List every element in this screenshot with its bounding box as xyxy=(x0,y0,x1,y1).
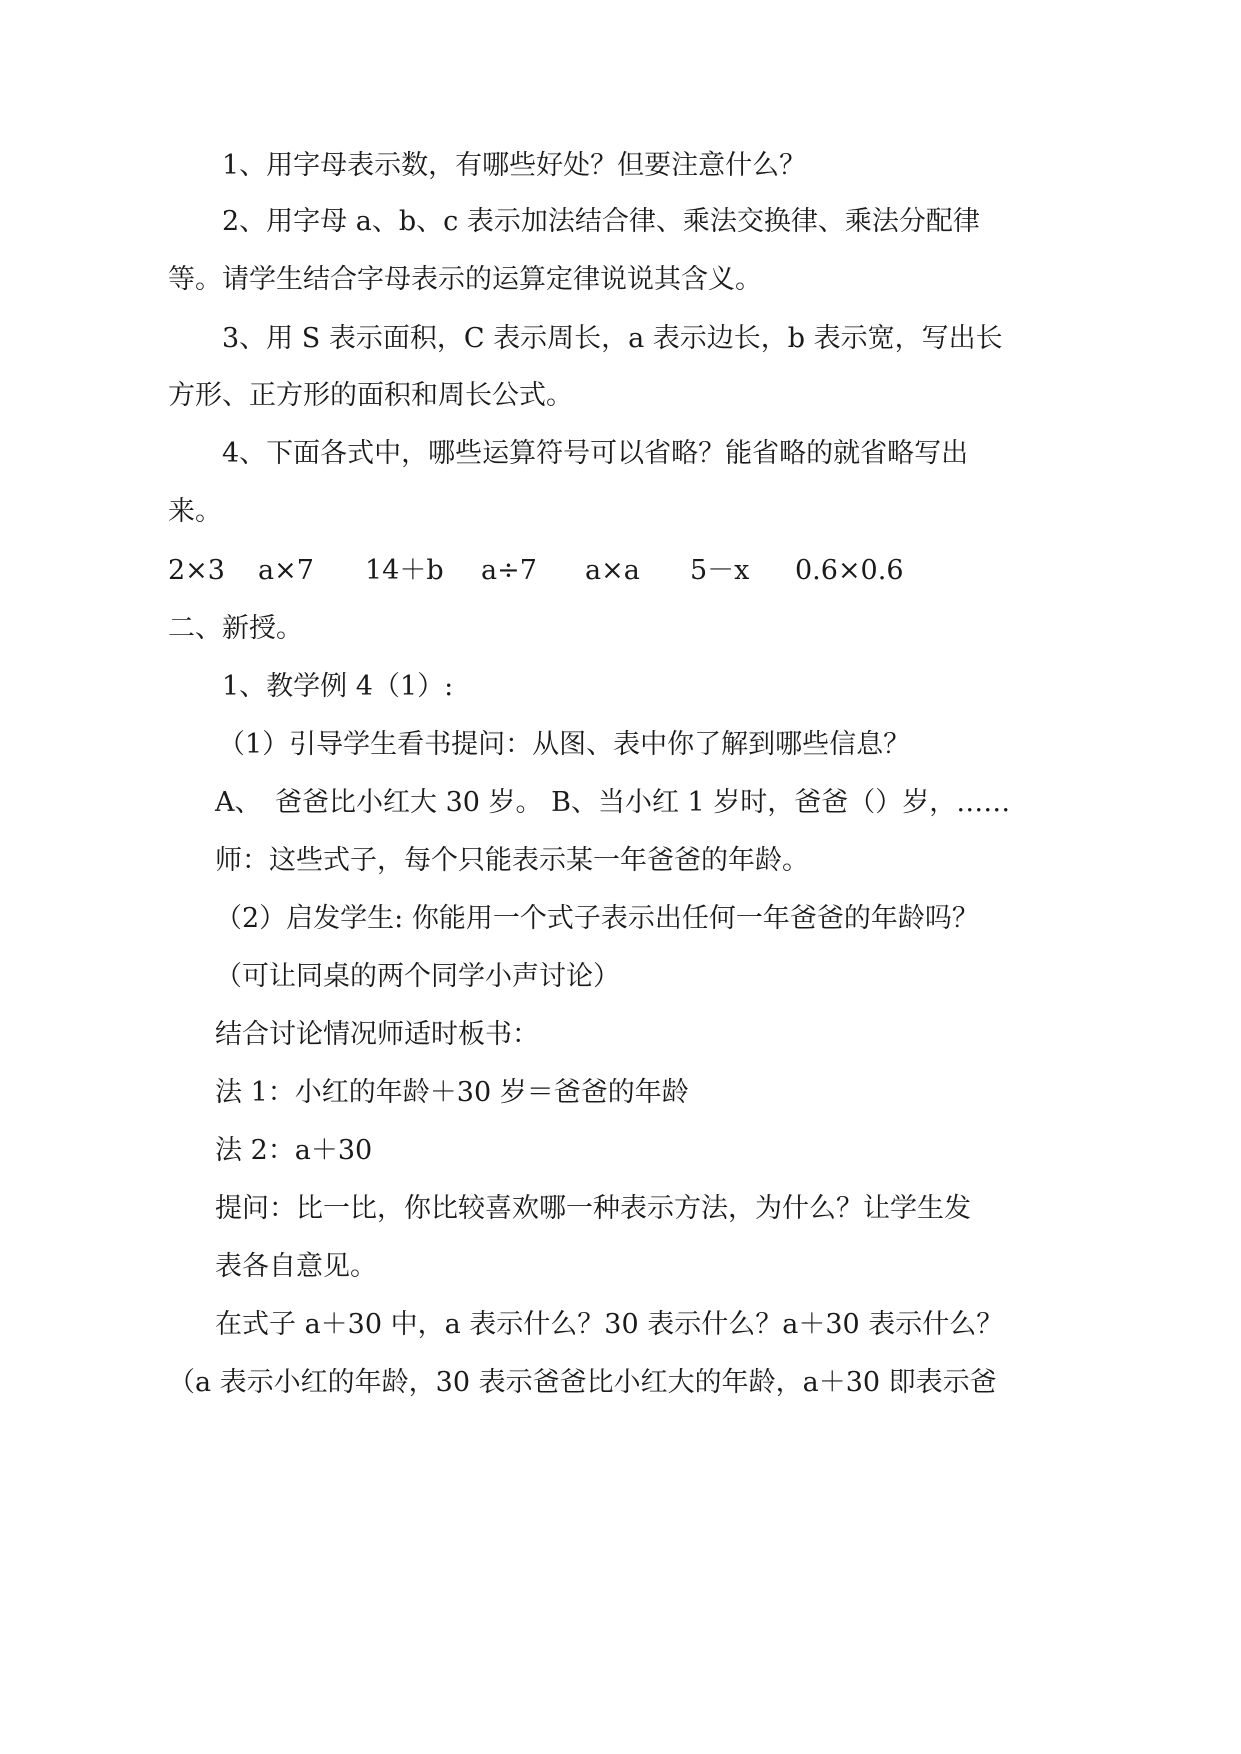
meaning-question: 在式子 a＋30 中，a 表示什么？30 表示什么？a＋30 表示什么？ xyxy=(215,1309,1004,1340)
expression-item: a×a xyxy=(585,555,640,586)
question-line-2: 表各自意见。 xyxy=(215,1251,377,1282)
expression-item: a÷7 xyxy=(481,555,537,586)
review-question-3-line-2: 方形、正方形的面积和周长公式。 xyxy=(168,380,573,411)
review-question-4-line-1: 4、下面各式中，哪些运算符号可以省略？能省略的就省略写出 xyxy=(222,438,969,469)
method-1: 法 1：小红的年龄＋30 岁＝爸爸的年龄 xyxy=(215,1077,689,1108)
step-2-prompt: （2）启发学生: 你能用一个式子表示出任何一年爸爸的年龄吗？ xyxy=(215,903,979,934)
expression-item: 0.6×0.6 xyxy=(795,555,904,586)
review-question-2-line-1: 2、用字母 a、b、c 表示加法结合律、乘法交换律、乘法分配律 xyxy=(222,206,980,237)
review-question-2-line-2: 等。请学生结合字母表示的运算定律说说其含义。 xyxy=(168,264,762,295)
expression-item: a×7 xyxy=(258,555,314,586)
question-line-1: 提问：比一比，你比较喜欢哪一种表示方法，为什么？让学生发 xyxy=(215,1193,971,1224)
method-2: 法 2：a＋30 xyxy=(215,1135,373,1166)
discussion-note: （可让同桌的两个同学小声讨论） xyxy=(215,961,620,992)
review-question-3-line-1: 3、用 S 表示面积，C 表示周长，a 表示边长，b 表示宽，写出长 xyxy=(222,323,1003,354)
section-heading: 二、新授。 xyxy=(168,613,303,644)
review-question-1: 1、用字母表示数，有哪些好处？但要注意什么？ xyxy=(222,150,807,181)
board-intro: 结合讨论情况师适时板书： xyxy=(215,1019,539,1050)
expression-item: 5－x xyxy=(690,555,750,586)
expression-list xyxy=(0,557,1241,591)
teaching-item-1: 1、教学例 4（1）: xyxy=(222,671,454,702)
expression-item: 2×3 xyxy=(168,555,225,586)
expression-item: 14＋b xyxy=(365,555,444,586)
teacher-remark: 师：这些式子，每个只能表示某一年爸爸的年龄。 xyxy=(215,845,809,876)
meaning-answer: （a 表示小红的年龄，30 表示爸爸比小红大的年龄，a＋30 即表示爸 xyxy=(168,1367,997,1398)
step-1-prompt: （1）引导学生看书提问：从图、表中你了解到哪些信息？ xyxy=(218,729,911,760)
review-question-4-line-2: 来。 xyxy=(168,496,222,527)
info-a-b: A、 爸爸比小红大 30 岁。 B、当小红 1 岁时，爸爸（）岁，…… xyxy=(215,787,1011,818)
